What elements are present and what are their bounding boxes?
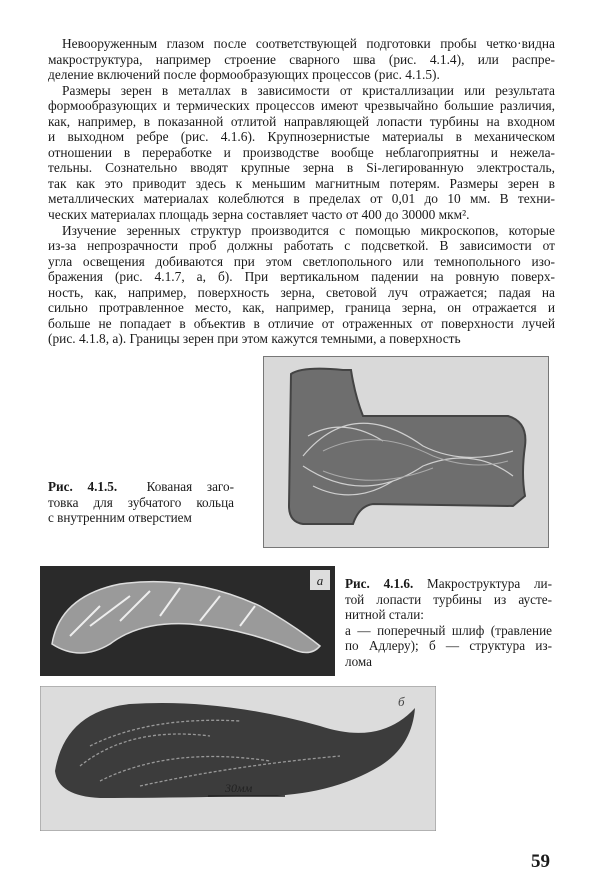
caption-line: по Адлеру); б — структура из- bbox=[345, 638, 552, 654]
text-line: как, например, в показанной отлитой направляющей лопасти турбины на входном bbox=[48, 113, 555, 129]
scale-label: 30мм bbox=[225, 781, 253, 795]
figure-4-1-5-image bbox=[263, 356, 549, 548]
figure-4-1-6a-image bbox=[40, 566, 335, 676]
text-line: угла освещения добиваются при этом светлопольного или темнопольного изо- bbox=[48, 253, 555, 269]
text-line: макроструктура, например строение сварного шва (рис. 4.1.4), или распре- bbox=[48, 51, 555, 67]
figure-label: Рис. 4.1.6. bbox=[345, 576, 414, 591]
text-line: больше не попадает в объектив в отличие от отраженных от поверхности лучей bbox=[48, 315, 555, 331]
figure-4-1-6-caption bbox=[345, 576, 552, 669]
text-line: Изучение зеренных структур производится с помощью микроскопов, которые bbox=[62, 222, 555, 238]
page-number: 59 bbox=[531, 851, 550, 872]
text-line: бражения (рис. 4.1.7, а, б). При вертикальном падении на ровную поверх- bbox=[48, 269, 555, 285]
caption-line: с внутренним отверстием bbox=[48, 510, 192, 526]
panel-a-label: а bbox=[316, 573, 324, 588]
body-text bbox=[48, 36, 555, 347]
text-line: Размеры зерен в металлах в зависимости от кристаллизации или результата bbox=[62, 82, 555, 98]
caption-line: товка для зубчатого кольца bbox=[48, 494, 234, 510]
caption-line: а — поперечный шлиф (травление bbox=[345, 622, 552, 638]
text-line: отношении в переработке и производстве вообще неблагоприятны и нежела- bbox=[48, 144, 555, 160]
panel-b-label: б bbox=[398, 694, 405, 709]
text-line: металлических материалах колеблются в пределах от 0,01 до 10 мм. В техни- bbox=[48, 191, 555, 207]
caption-line: Макроструктура ли- bbox=[427, 576, 553, 591]
text-line: деление включений после формообразующих процессов (рис. 4.1.5). bbox=[48, 67, 440, 83]
text-line: так как это приводит здесь к меньшим магнитным потерям. Размеры зерен в bbox=[48, 175, 555, 191]
text-line: сильно протравленное место, как, например, граница зерна, он отражается и bbox=[48, 300, 555, 316]
figure-4-1-5-caption bbox=[48, 479, 234, 526]
caption-line: Кованая заго- bbox=[146, 479, 234, 494]
text-line: и выходном ребре (рис. 4.1.6). Крупнозернистые материалы в механическом bbox=[48, 129, 555, 145]
text-line: Невооруженным глазом после соответствующей подготовки пробы четко·видна bbox=[62, 36, 555, 51]
text-line: ность, как, например, поверхность зерна, световой луч отражается; падая на bbox=[48, 284, 555, 300]
text-line: формообразующих и термических процессов имеют чрезвычайно большие различия, bbox=[48, 98, 555, 114]
text-line: тельны. Сознательно вводят крупные зерна в Si-легированную электросталь, bbox=[48, 160, 555, 176]
text-line: из-за непрозрачности проб должны работать с подсветкой. В зависимости от bbox=[48, 238, 555, 254]
text-line: (рис. 4.1.8, а). Границы зерен при этом кажутся темными, а поверхность bbox=[48, 331, 461, 347]
figure-label: Рис. 4.1.5. bbox=[48, 479, 118, 494]
text-line: ческих материалах площадь зерна составляет часто от 400 до 30000 мкм². bbox=[48, 207, 470, 223]
caption-line: нитной стали: bbox=[345, 607, 424, 623]
caption-line: той лопасти турбины из аусте- bbox=[345, 591, 552, 607]
figure-4-1-6b-image bbox=[40, 686, 436, 831]
caption-line: лома bbox=[345, 653, 373, 669]
